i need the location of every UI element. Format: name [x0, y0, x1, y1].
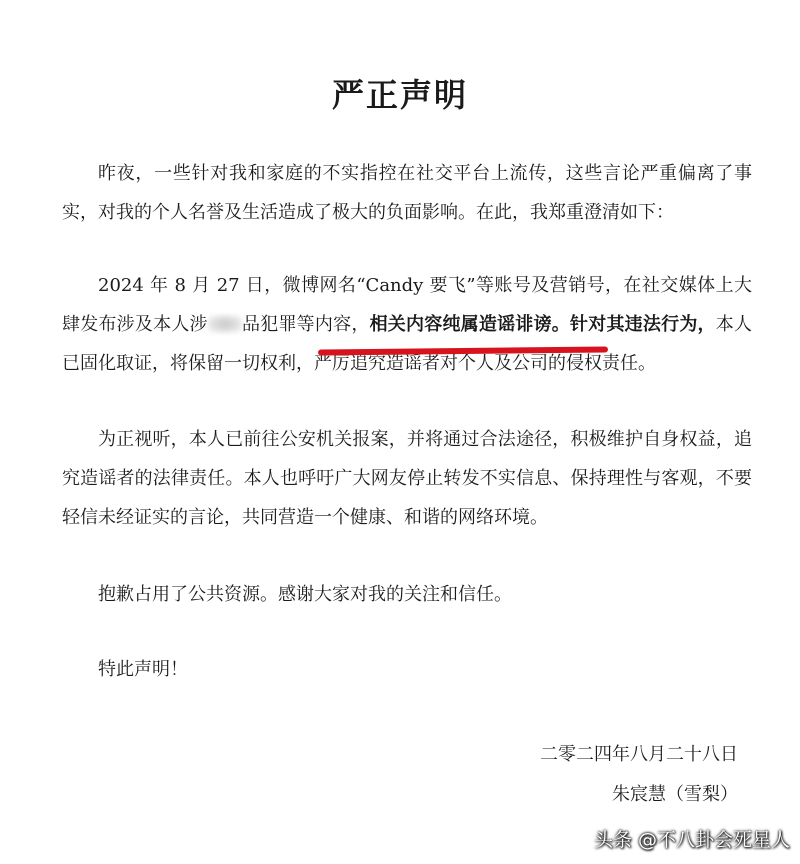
paragraph-clarification	[62, 266, 752, 383]
paragraph-clarification-part3: 本人已固化取证，将保留一切权利，严厉追究造谣者对个人及公司的侵权责任。	[62, 314, 753, 374]
watermark: 头条 @不八卦会死星人	[593, 829, 790, 851]
signature: 朱宸慧（雪梨）	[612, 784, 738, 805]
paragraph-apology: 抱歉占用了公共资源。感谢大家对我的关注和信任。	[98, 584, 512, 605]
paragraph-clarification-part1: 2024 年 8 月 27 日，微博网名“Candy 要飞”等账号及营销号，在社交媒体上大肆发布涉及本人涉	[62, 275, 752, 335]
statement-date: 二零二四年八月二十八日	[540, 744, 738, 765]
document-title: 严正声明	[331, 76, 468, 114]
paragraph-legal-action: 为正视听，本人已前往公安机关报案，并将通过合法途径，积极维护自身权益，追究造谣者的法律责任。本人也呼吁广大网友停止转发不实信息、保持理性与客观，不要轻信未经证实的言论，共同营造一个健康、和谐的网络环境。	[62, 429, 752, 528]
paragraph-intro: 昨夜，一些针对我和家庭的不实指控在社交平台上流传，这些言论严重偏离了事实，对我的个人名誉及生活造成了极大的负面影响。在此，我郑重澄清如下：	[62, 163, 752, 223]
blurred-word	[208, 315, 242, 333]
paragraph-clarification-part2: 品犯罪等内容，	[241, 314, 370, 335]
paragraph-closing: 特此声明！	[98, 659, 188, 680]
emphasized-statement: 相关内容纯属造谣诽谤。针对其违法行为，	[369, 314, 716, 335]
